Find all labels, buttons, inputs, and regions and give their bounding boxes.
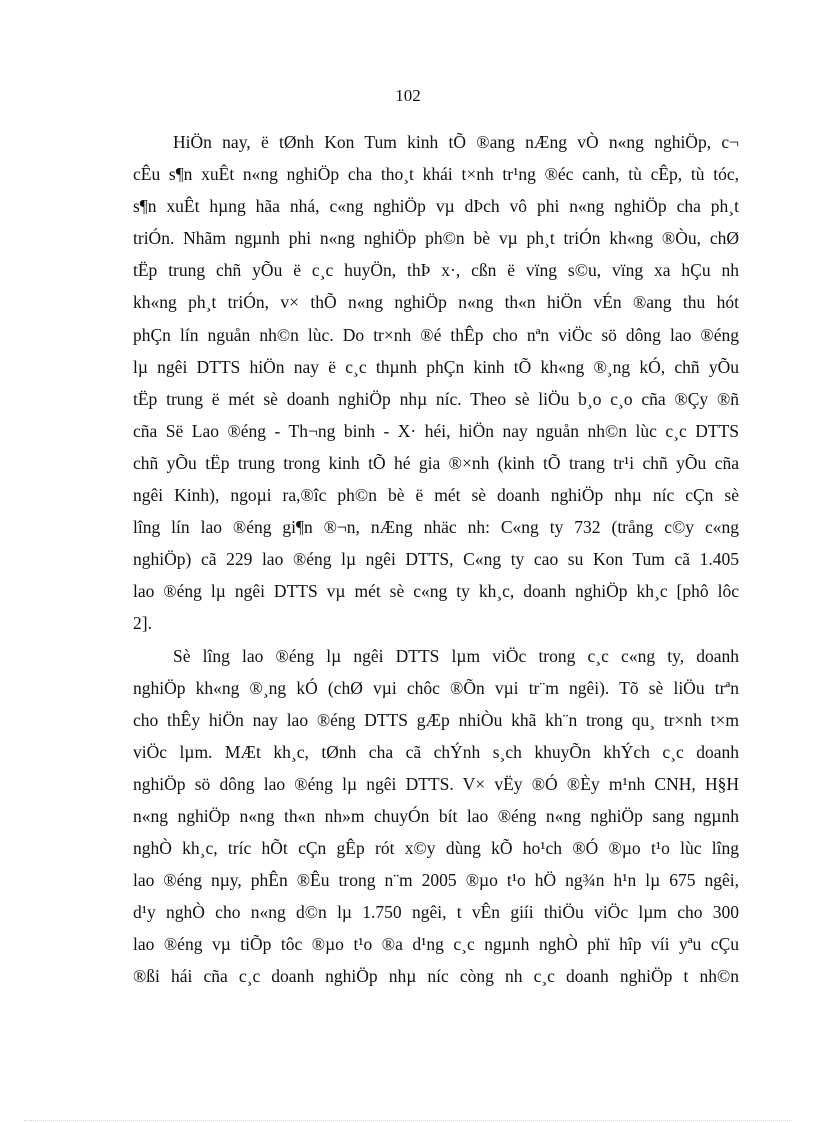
text-line: n«ng nghiÖp n«ng th«n nh»m chuyÓn bít lao ®éng n«ng nghiÖp sang ngµnh	[133, 805, 739, 826]
text-line: nghiÖp) cã 229 lao ®éng lµ ngêi DTTS, C«ng ty cao su Kon Tum cã 1.405	[133, 549, 739, 570]
text-line: lîng lín lao ®éng gi¶n ®¬n, nÆng nhäc nh: C«ng ty 732 (trång c©y c«ng	[133, 517, 739, 538]
text-line: ®ßi hái cña c¸c doanh nghiÖp nhµ níc còng nh c¸c doanh nghiÖp t nh©n	[133, 966, 739, 987]
text-line: tËp trung ë mét sè doanh nghiÖp nhµ níc. Theo sè liÖu b¸o c¸o cña ®Çy ®ñ	[133, 388, 739, 409]
text-line: s¶n xuÊt hµng hãa nhá, c«ng nghiÖp vµ dÞch vô phi n«ng nghiÖp cha ph¸t	[133, 196, 739, 217]
text-line: lµ ngêi DTTS hiÖn nay ë c¸c thµnh phÇn kinh tÕ kh«ng ®¸ng kÓ, chñ yÕu	[133, 356, 739, 377]
text-line: cho thÊy hiÖn nay lao ®éng DTTS gÆp nhiÒu khã kh¨n trong qu¸ tr×nh t×m	[133, 709, 739, 730]
body-text	[133, 126, 739, 993]
text-line: cÊu s¶n xuÊt n«ng nghiÖp cha tho¸t khái t×nh tr¹ng ®éc canh, tù cÊp, tù tóc,	[133, 164, 739, 185]
page-bottom-divider	[24, 1120, 792, 1121]
text-line: nghiÖp sö dông lao ®éng lµ ngêi DTTS. V× vËy ®Ó ®Èy m¹nh CNH, H§H	[133, 773, 739, 794]
text-line: Sè lîng lao ®éng lµ ngêi DTTS lµm viÖc trong c¸c c«ng ty, doanh	[173, 645, 739, 666]
text-line: d¹y nghÒ cho n«ng d©n lµ 1.750 ngêi, t vÊn giíi thiÖu viÖc lµm cho 300	[133, 902, 739, 923]
text-line: triÓn. Nhãm ngµnh phi n«ng nghiÖp ph©n bè vµ ph¸t triÓn kh«ng ®Òu, chØ	[133, 228, 739, 249]
text-line: tËp trung chñ yÕu ë c¸c huyÖn, thÞ x·, cßn ë vïng s©u, vïng xa hÇu nh	[133, 260, 739, 281]
text-line: lao ®éng vµ tiÕp tôc ®µo t¹o ®a d¹ng c¸c ngµnh nghÒ phï hîp víi yªu cÇu	[133, 934, 739, 955]
text-line: nghÒ kh¸c, tríc hÕt cÇn gÊp rót x©y dùng kÕ ho¹ch ®Ó ®µo t¹o lùc lîng	[133, 838, 739, 859]
text-line: phÇn lín nguån nh©n lùc. Do tr×nh ®é thÊp cho nªn viÖc sö dông lao ®éng	[133, 324, 739, 345]
page-number: 102	[395, 86, 421, 105]
text-line: viÖc lµm. MÆt kh¸c, tØnh cha cã chÝnh s¸ch khuyÕn khÝch c¸c doanh	[133, 741, 739, 762]
text-line: cña Së Lao ®éng - Th¬ng binh - X· héi, hiÖn nay nguån nh©n lùc c¸c DTTS	[133, 420, 739, 441]
text-line: chñ yÕu tËp trung trong kinh tÕ hé gia ®×nh (kinh tÕ trang tr¹i chñ yÕu cña	[133, 452, 739, 473]
text-line: lao ®éng nµy, phÊn ®Êu trong n¨m 2005 ®µo t¹o hÖ ng¾n h¹n lµ 675 ngêi,	[133, 870, 739, 891]
text-line: 2].	[133, 613, 152, 634]
text-line: lao ®éng lµ ngêi DTTS vµ mét sè c«ng ty kh¸c, doanh nghiÖp kh¸c [phô lôc	[133, 581, 739, 602]
text-line: nghiÖp kh«ng ®¸ng kÓ (chØ vµi chôc ®Õn vµi tr¨m ngêi). Tõ sè liÖu trªn	[133, 677, 739, 698]
text-line: HiÖn nay, ë tØnh Kon Tum kinh tÕ ®ang nÆng vÒ n«ng nghiÖp, c¬	[173, 132, 739, 152]
text-line: ngêi Kinh), ngoµi ra,®îc ph©n bè ë mét sè doanh nghiÖp nhµ níc cÇn sè	[133, 485, 739, 506]
text-line: kh«ng ph¸t triÓn, v× thÕ n«ng nghiÖp n«ng th«n hiÖn vÉn ®ang thu hót	[133, 292, 739, 313]
